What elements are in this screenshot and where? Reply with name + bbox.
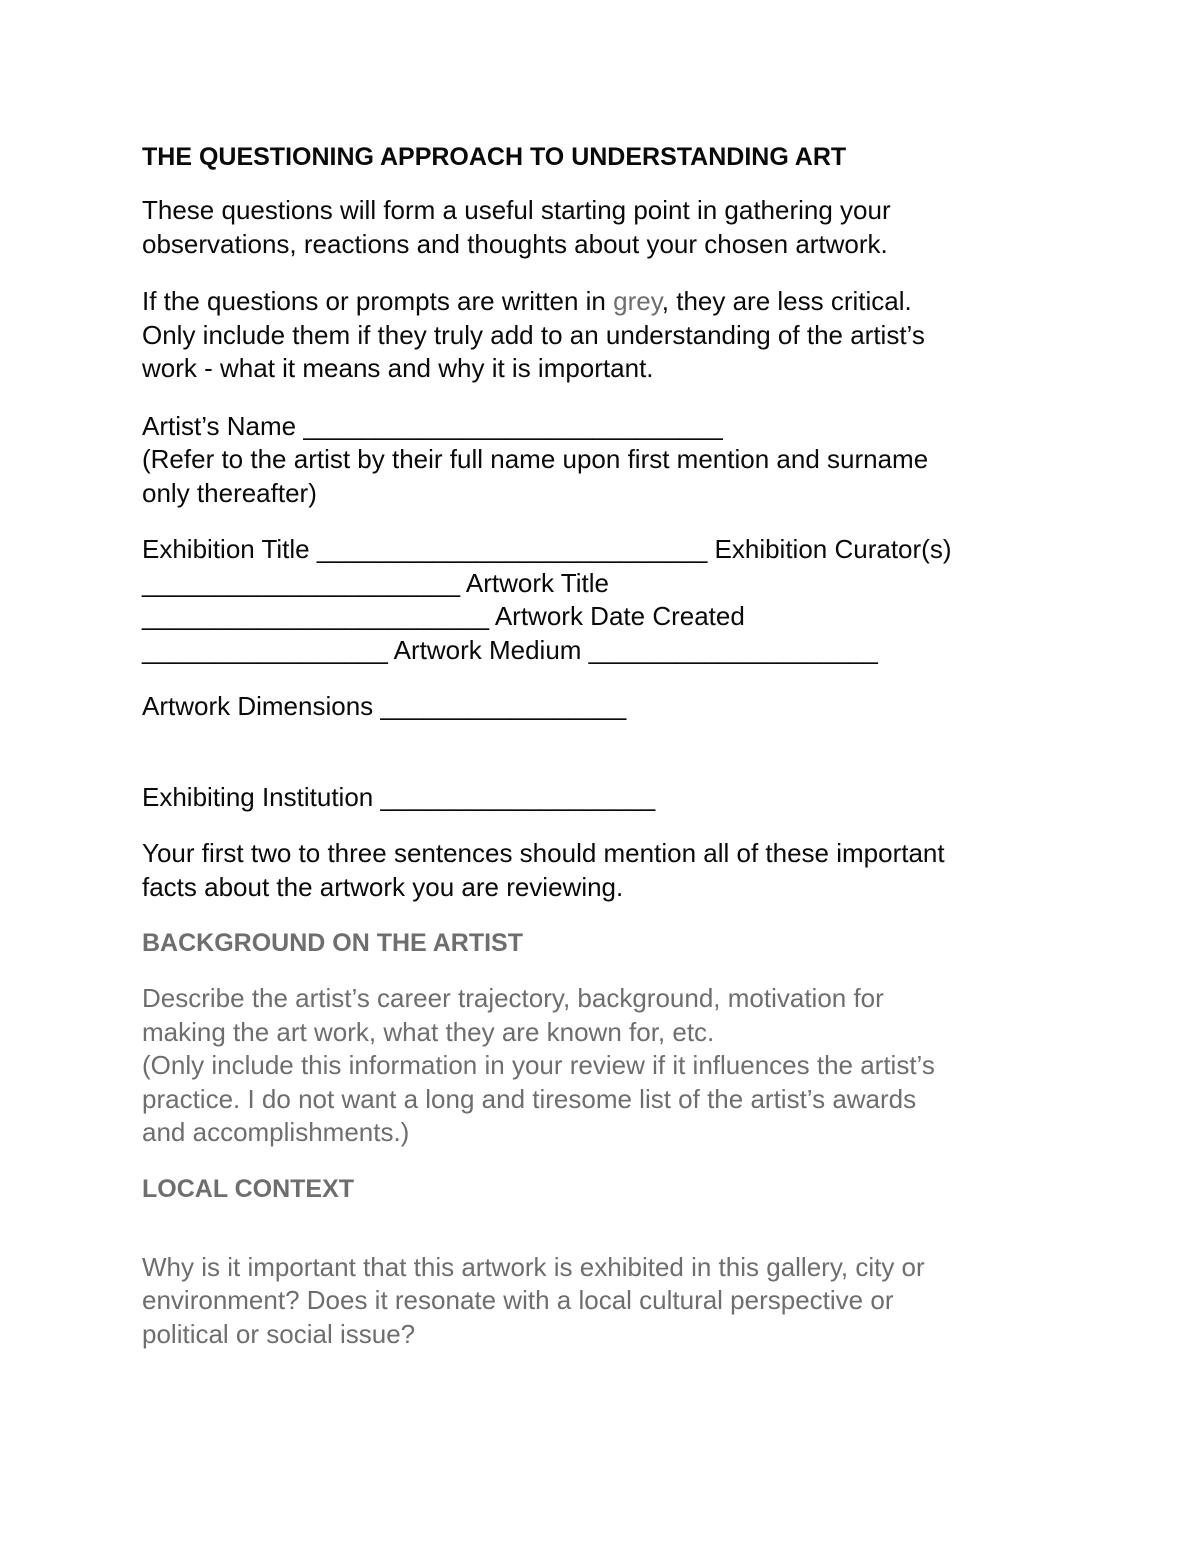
exhibiting-institution-field[interactable]: ___________________ — [380, 781, 656, 812]
exhibition-title-field[interactable]: ___________________________ — [316, 534, 708, 564]
exhibition-curator-label: Exhibition Curator(s) — [707, 534, 952, 564]
note-line-2: Only include them if they truly add to an understanding of the artist’s — [142, 319, 925, 350]
artwork-dimensions-line — [142, 690, 1072, 724]
exhibition-line-1 — [142, 533, 1072, 567]
note-line-3: work - what it means and why it is important. — [142, 353, 654, 383]
artwork-date-field[interactable]: _________________ — [142, 634, 388, 665]
intro-line-2: observations, reactions and thoughts about your chosen artwork. — [142, 228, 888, 259]
background-line-1: Describe the artist’s career trajectory, background, motivation for — [142, 983, 884, 1013]
artwork-title-label: Artwork Title — [460, 567, 609, 598]
local-context-line-1: Why is it important that this artwork is exhibited in this gallery, city or — [142, 1251, 925, 1282]
exhibition-line-4 — [142, 634, 1072, 668]
background-line-5: and accomplishments.) — [142, 1117, 410, 1147]
artwork-medium-field[interactable]: ____________________ — [588, 634, 878, 665]
background-paragraph — [142, 982, 1072, 1150]
first-sentences-line-1: Your first two to three sentences should mention all of these important — [142, 838, 945, 868]
artist-name-line — [142, 410, 1072, 444]
note-grey-word: grey — [613, 286, 662, 316]
document-title: THE QUESTIONING APPROACH TO UNDERSTANDING ART — [142, 143, 847, 171]
intro-line-1: These questions will form a useful starting point in gathering your — [142, 195, 891, 225]
exhibition-line-2 — [142, 567, 1072, 601]
first-sentences-paragraph — [142, 837, 1072, 904]
exhibition-section — [142, 533, 1072, 667]
artist-hint-line-2: only thereafter) — [142, 477, 317, 508]
artist-hint-line-1: (Refer to the artist by their full name upon first mention and surname — [142, 444, 929, 474]
local-context-line-3: political or social issue? — [142, 1318, 416, 1349]
artwork-dimensions-label: Artwork Dimensions — [142, 691, 381, 721]
artist-name-section — [142, 410, 1072, 511]
artist-name-label: Artist’s Name — [142, 410, 304, 441]
background-line-2: making the art work, what they are known for, etc. — [142, 1016, 715, 1047]
grey-note-paragraph — [142, 285, 1072, 386]
first-sentences-line-2: facts about the artwork you are reviewing. — [142, 871, 624, 902]
artist-name-field[interactable]: _____________________________ — [303, 410, 723, 441]
exhibition-curator-field[interactable]: ______________________ — [142, 567, 461, 598]
exhibition-title-label: Exhibition Title — [142, 534, 317, 564]
background-line-3: (Only include this information in your review if it influences the artist’s — [142, 1050, 935, 1080]
local-context-heading: LOCAL CONTEXT — [142, 1174, 355, 1203]
note-line-1-after: , they are less critical. — [661, 286, 912, 316]
exhibition-line-3 — [142, 600, 1072, 634]
exhibiting-institution-label: Exhibiting Institution — [142, 781, 381, 812]
artwork-dimensions-field[interactable]: _________________ — [380, 691, 627, 721]
note-line-1 — [142, 285, 1072, 319]
exhibiting-institution-line — [142, 781, 1072, 815]
background-line-4: practice. I do not want a long and tiresome list of the artist’s awards — [142, 1083, 917, 1114]
artwork-title-field[interactable]: ________________________ — [142, 601, 490, 631]
artwork-date-label: Artwork Date Created — [489, 601, 745, 631]
local-context-line-2: environment? Does it resonate with a local cultural perspective or — [142, 1285, 894, 1315]
local-context-paragraph — [142, 1251, 1072, 1352]
artwork-medium-label: Artwork Medium — [387, 634, 589, 665]
note-line-1-before: If the questions or prompts are written in — [142, 286, 614, 316]
document-page — [142, 140, 1072, 1351]
background-heading: BACKGROUND ON THE ARTIST — [142, 929, 524, 957]
intro-paragraph — [142, 194, 1072, 261]
